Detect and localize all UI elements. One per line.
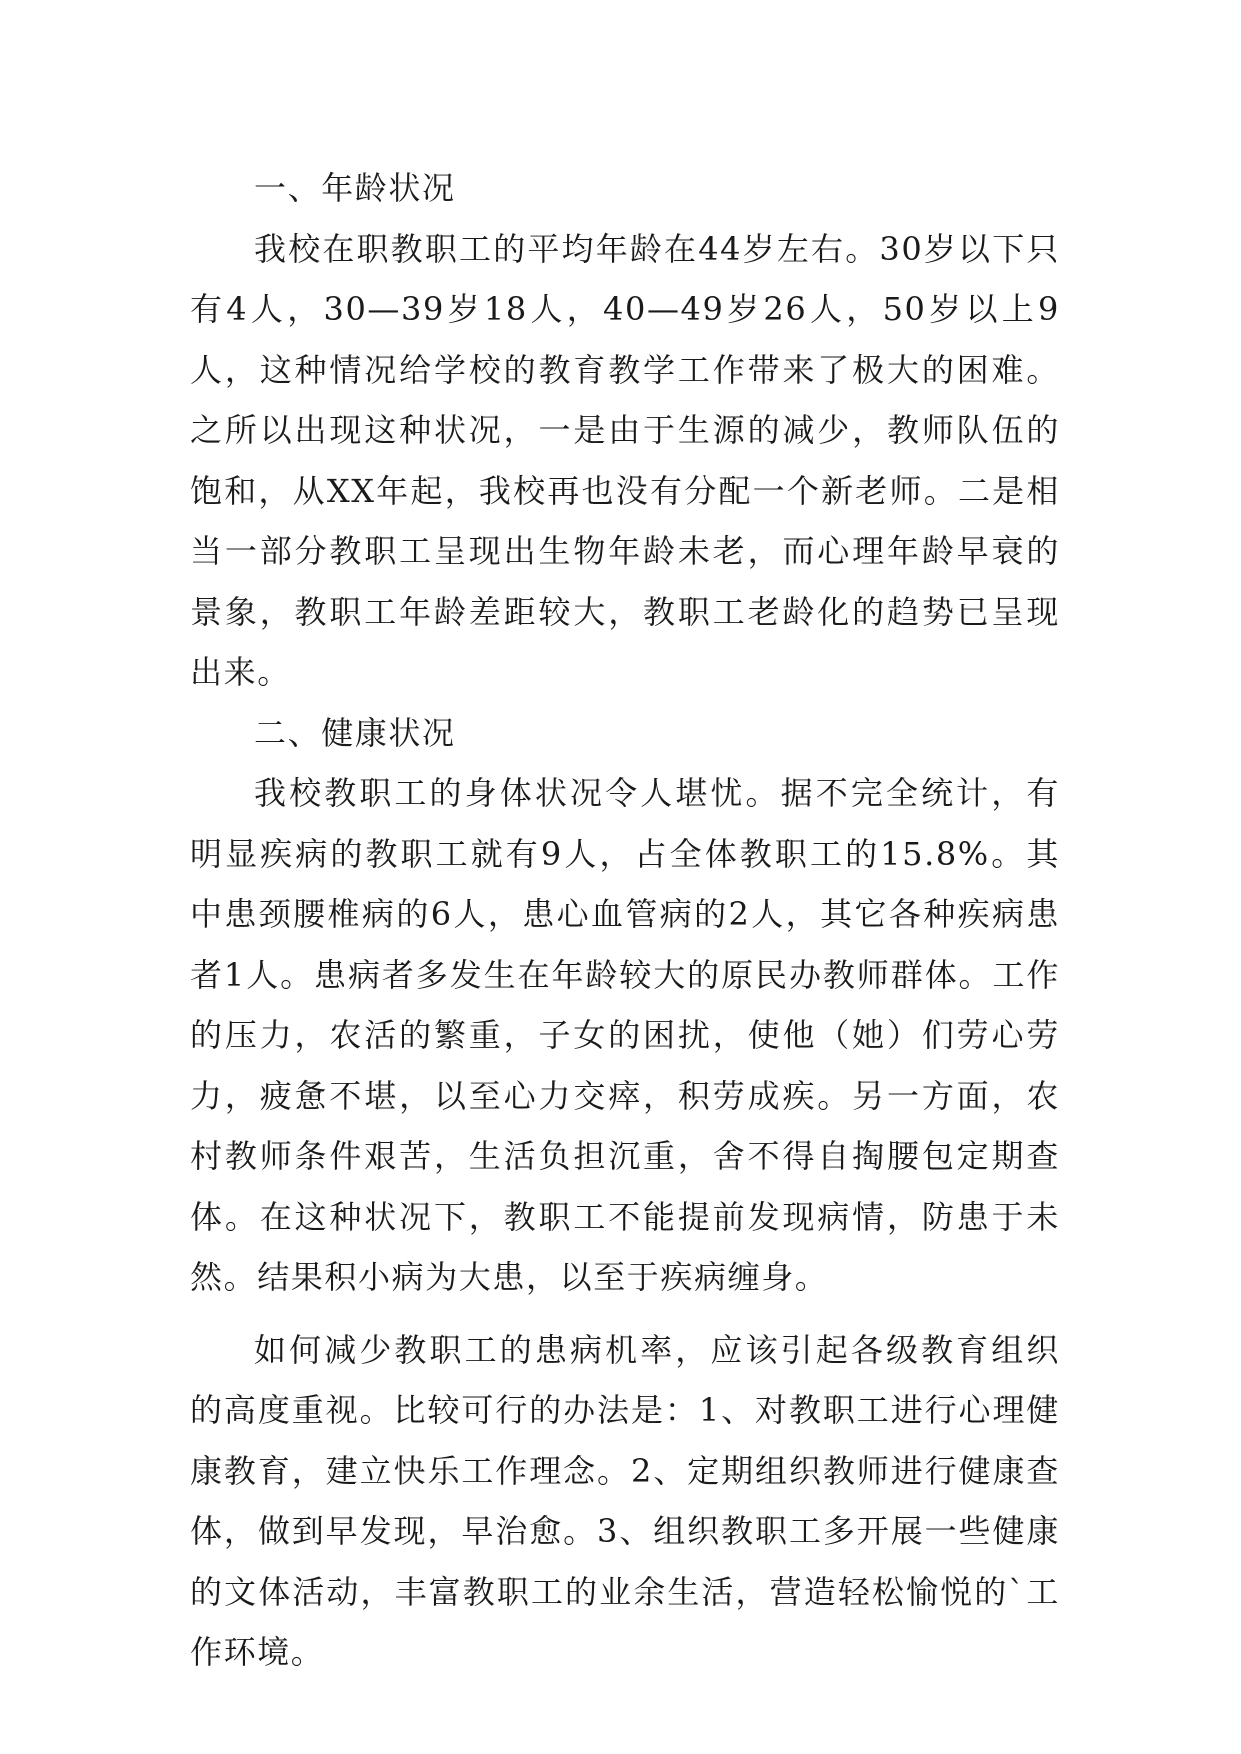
document-body <box>190 158 1060 1683</box>
section-heading-age: 一、年龄状况 <box>254 169 456 207</box>
section-paragraph-health: 我校教职工的身体状况令人堪忧。据不完全统计，有明显疾病的教职工就有9人，占全体教职工的15.8%。其中患颈腰椎病的6人，患心血管病的2人，其它各种疾病患者1人。患病者多发生在年龄较大的原民办教师群体。工作的压力，农活的繁重，子女的困扰，使他（她）们劳心劳力，疲惫不堪，以至心力交瘁，积劳成疾。另一方面，农村教师条件艰苦，生活负担沉重，舍不得自掏腰包定期查体。在这种状况下，教职工不能提前发现病情，防患于未然。结果积小病为大患，以至于疾病缠身。 <box>190 774 1060 1296</box>
section-heading-health: 二、健康状况 <box>254 713 456 752</box>
section-paragraph-age: 我校在职教职工的平均年龄在44岁左右。30岁以下只有4人，30—39岁18人，40—49岁26人，50岁以上9人，这种情况给学校的教育教学工作带来了极大的困难。之所以出现这种状况，一是由于生源的减少，教师队伍的饱和，从XX年起，我校再也没有分配一个新老师。二是相当一部分教职工呈现出生物年龄未老，而心理年龄早衰的景象，教职工年龄差距较大，教职工老龄化的趋势已呈现出来。 <box>190 229 1060 691</box>
section-paragraph-recommendations: 如何减少教职工的患病机率，应该引起各级教育组织的高度重视。比较可行的办法是：1、对教职工进行心理健康教育，建立快乐工作理念。2、定期组织教师进行健康查体，做到早发现，早治愈。3、组织教职工多开展一些健康的文体活动，丰富教职工的业余生活，营造轻松愉悦的`工作环境。 <box>190 1330 1060 1671</box>
